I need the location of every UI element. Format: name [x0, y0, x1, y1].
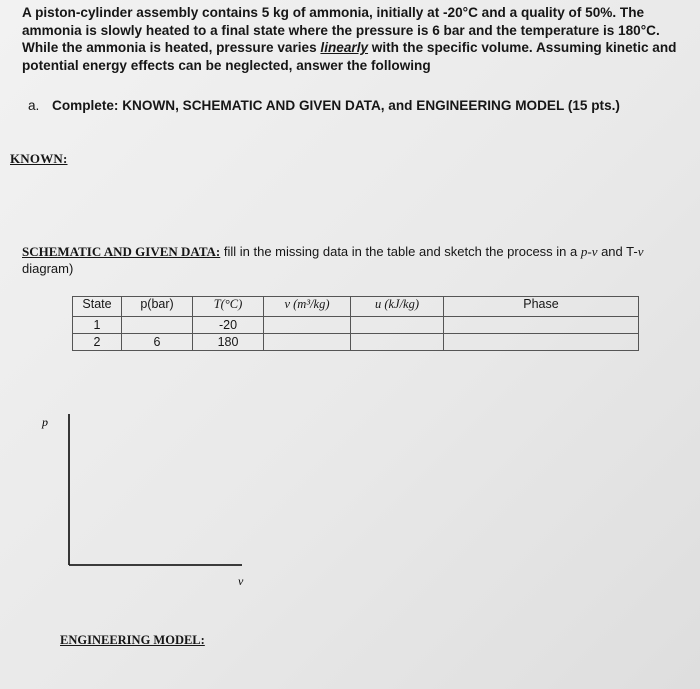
- problem-statement: [22, 4, 682, 74]
- schematic-text: fill in the missing data in the table and sketch the process in a: [220, 244, 581, 259]
- pv-diagram-label: p-v: [580, 244, 598, 259]
- y-axis-label: p: [42, 415, 48, 429]
- header-pressure: p(bar): [122, 297, 193, 317]
- schematic-heading: SCHEMATIC AND GIVEN DATA:: [22, 244, 221, 259]
- cell-phase[interactable]: [444, 317, 639, 334]
- problem-text-end: with the specific volume. Assuming kinetic and potential energy effects can be neglected, answer the following: [22, 40, 677, 73]
- table-header-row: [73, 297, 639, 317]
- problem-emphasis: linearly: [320, 40, 369, 55]
- x-axis-label: v: [238, 574, 244, 588]
- table-row: [73, 317, 639, 334]
- schematic-instruction: [22, 243, 672, 277]
- pv-sketch-axes[interactable]: [36, 408, 266, 598]
- cell-specific-volume[interactable]: [264, 334, 351, 351]
- state-data-table: [72, 296, 639, 351]
- header-specific-volume: v (m³/kg): [264, 297, 351, 317]
- problem-text-start: A piston-cylinder assembly contains 5 kg of ammonia, initially at -20°C and a quality of 50%. The ammonia is slowly heated to a final state where the pressure is 6 bar and the temperature is 180°C. While the ammonia is heated, pressure varies: [22, 5, 660, 55]
- cell-temperature: 180: [193, 334, 264, 351]
- engineering-model-heading: ENGINEERING MODEL:: [60, 633, 205, 647]
- header-phase: Phase: [444, 297, 639, 317]
- header-internal-energy: u (kJ/kg): [351, 297, 444, 317]
- known-heading: KNOWN:: [10, 151, 68, 166]
- cell-internal-energy[interactable]: [351, 317, 444, 334]
- cell-phase[interactable]: [444, 334, 639, 351]
- cell-state: 1: [73, 317, 122, 334]
- cell-pressure: 6: [122, 334, 193, 351]
- part-a-instruction: [28, 98, 620, 113]
- part-a-text: Complete: KNOWN, SCHEMATIC AND GIVEN DATA, and ENGINEERING MODEL (15 pts.): [52, 98, 620, 113]
- cell-pressure[interactable]: [122, 317, 193, 334]
- cell-temperature: -20: [193, 317, 264, 334]
- part-a-letter: a.: [28, 98, 40, 113]
- cell-internal-energy[interactable]: [351, 334, 444, 351]
- schematic-text-middle: and T-: [597, 244, 638, 259]
- cell-specific-volume[interactable]: [264, 317, 351, 334]
- cell-state: 2: [73, 334, 122, 351]
- schematic-text-end: diagram): [22, 261, 74, 276]
- tv-diagram-var: v: [637, 244, 644, 259]
- header-state: State: [73, 297, 122, 317]
- header-temperature: T(°C): [193, 297, 264, 317]
- table-row: [73, 334, 639, 351]
